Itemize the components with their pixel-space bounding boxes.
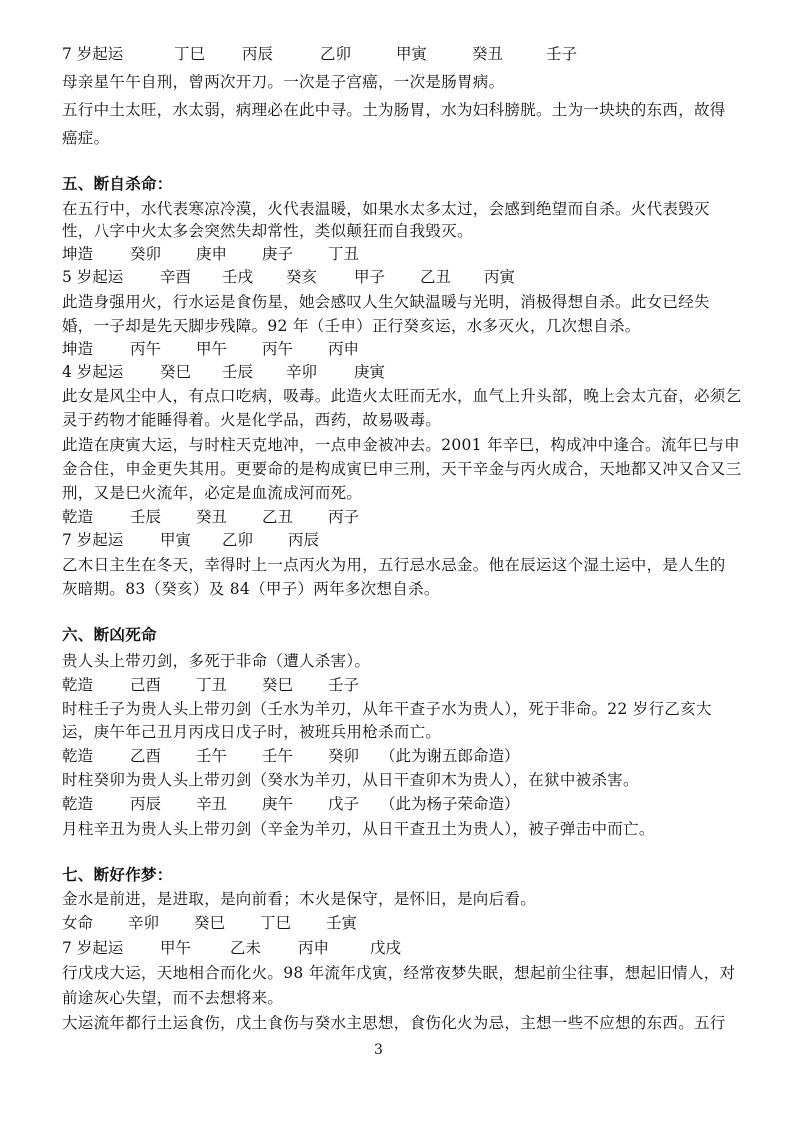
chart-cell: 乙卯 xyxy=(320,45,352,63)
chart-cell: 乾造 xyxy=(62,747,94,765)
chart-cell: 丙辰 xyxy=(130,795,162,813)
paragraph-line: 此造在庚寅大运，与时柱天克地冲，一点申金被冲去。2001 年辛巳，构成冲中逢合。流年巳与申 xyxy=(62,436,740,454)
paragraph-line: 母亲星午午自刑，曾两次开刀。一次是子宫癌，一次是肠胃病。 xyxy=(62,73,505,91)
chart-cell: 壬辰 xyxy=(222,363,254,381)
section-heading: 六、断凶死命 xyxy=(62,625,157,644)
chart-cell: 壬子 xyxy=(328,676,360,694)
paragraph-line: 此造身强用火，行水运是食伤星，她会感叹人生欠缺温暖与光明，消极得想自杀。此女已经失 xyxy=(62,293,710,311)
chart-cell: 辛卯 xyxy=(286,363,318,381)
paragraph-line: 月柱辛丑为贵人头上带刃剑（辛金为羊刃，从日干查丑土为贵人），被子弹击中而亡。 xyxy=(62,820,655,838)
chart-cell: 丙申 xyxy=(328,340,360,358)
chart-cell: 丙子 xyxy=(328,508,360,526)
paragraph-line: 此女是风尘中人，有点口吃病，吸毒。此造火太旺而无水，血气上升头部，晚上会太亢奋，必须乞 xyxy=(62,387,742,405)
chart-cell: 庚子 xyxy=(262,245,294,263)
chart-cell: 壬戌 xyxy=(222,268,254,286)
chart-cell: 丙辰 xyxy=(242,45,274,63)
chart-cell: 癸巳 xyxy=(262,676,294,694)
paragraph-line: 婚，一子却是先天脚步残障。92 年（壬申）正行癸亥运，水多灭火，几次想自杀。 xyxy=(62,317,641,335)
chart-cell: 癸巳 xyxy=(160,363,192,381)
paragraph-line: 大运流年都行土运食伤，戊土食伤与癸水主思想，食伤化火为忌，主想一些不应想的东西。五行 xyxy=(62,1014,726,1032)
chart-cell: 丁丑 xyxy=(328,245,360,263)
chart-cell: 丙辰 xyxy=(288,531,320,549)
paragraph-line: 金合住，申金更失其用。更要命的是构成寅巳申三刑，天干辛金与丙火成合，天地都又冲又合又三 xyxy=(62,460,742,478)
chart-cell: 丙午 xyxy=(130,340,162,358)
chart-cell: 丙午 xyxy=(262,340,294,358)
chart-cell: 辛丑 xyxy=(196,795,228,813)
chart-note: （此为谢五郎命造） xyxy=(380,747,520,765)
chart-cell: 辛酉 xyxy=(160,268,192,286)
chart-cell: 乙丑 xyxy=(262,508,294,526)
paragraph-line: 在五行中，水代表寒凉冷漠，火代表温暖，如果水太多太过，会感到绝望而自杀。火代表毁灭 xyxy=(62,200,710,218)
chart-cell: 丁丑 xyxy=(196,676,228,694)
chart-cell: 甲寅 xyxy=(396,45,428,63)
chart-cell: 己酉 xyxy=(130,676,162,694)
chart-cell: 壬午 xyxy=(196,747,228,765)
paragraph-line: 时柱癸卯为贵人头上带刃剑（癸水为羊刃，从日干查卯木为贵人），在狱中被杀害。 xyxy=(62,771,639,789)
page-number: 3 xyxy=(374,1042,383,1058)
chart-cell: 癸卯 xyxy=(130,245,162,263)
chart-cell: 庚午 xyxy=(262,795,294,813)
chart-cell: 癸巳 xyxy=(194,914,226,932)
paragraph-line: 行戊戌大运，天地相合而化火。98 年流年戊寅，经常夜梦失眠，想起前尘往事，想起旧情人，对 xyxy=(62,964,736,982)
chart-cell: 壬寅 xyxy=(326,914,358,932)
paragraph-line: 贵人头上带刃剑，多死于非命（遭人杀害）。 xyxy=(62,652,371,670)
chart-cell: 乙丑 xyxy=(420,268,452,286)
chart-cell: 7 岁起运 xyxy=(62,45,124,63)
paragraph-line: 时柱壬子为贵人头上带刃剑（壬水为羊刃，从年干查子水为贵人），死于非命。22 岁行乙亥大 xyxy=(62,700,712,718)
chart-cell: 5 岁起运 xyxy=(62,268,124,286)
chart-cell: 7 岁起运 xyxy=(62,531,124,549)
chart-cell: 乙未 xyxy=(230,939,262,957)
chart-cell: 甲寅 xyxy=(160,531,192,549)
paragraph-line: 乙木日主生在冬天，幸得时上一点丙火为用，五行忌水忌金。他在辰运这个湿土运中，是人生的 xyxy=(62,556,726,574)
section-heading: 五、断自杀命： xyxy=(62,174,173,193)
chart-cell: 壬子 xyxy=(546,45,578,63)
paragraph-line: 癌症。 xyxy=(62,129,110,147)
paragraph-line: 前途灰心失望，而不去想将来。 xyxy=(62,989,284,1007)
chart-cell: 7 岁起运 xyxy=(62,939,124,957)
paragraph-line: 灰暗期。83（癸亥）及 84（甲子）两年多次想自杀。 xyxy=(62,580,440,598)
paragraph-line: 性，八字中火太多会突然失却常性，类似颠狂而自我毁灭。 xyxy=(62,222,473,240)
chart-cell: 甲午 xyxy=(160,939,192,957)
chart-cell: 丙寅 xyxy=(484,268,516,286)
paragraph-line: 运，庚午年己丑月丙戌日戊子时，被班兵用枪杀而亡。 xyxy=(62,723,442,741)
chart-cell: 丁巳 xyxy=(260,914,292,932)
section-heading: 七、断好作梦： xyxy=(62,865,173,884)
chart-cell: 戊戌 xyxy=(370,939,402,957)
chart-cell: 癸丑 xyxy=(196,508,228,526)
chart-cell: 4 岁起运 xyxy=(62,363,124,381)
chart-cell: 壬辰 xyxy=(130,508,162,526)
paragraph-line: 金水是前进，是进取，是向前看；木火是保守，是怀旧，是向后看。 xyxy=(62,890,537,908)
chart-cell: 癸卯 xyxy=(328,747,360,765)
chart-cell: 甲午 xyxy=(196,340,228,358)
chart-cell: 癸亥 xyxy=(286,268,318,286)
chart-cell: 乾造 xyxy=(62,676,94,694)
chart-cell: 女命 xyxy=(62,914,94,932)
chart-cell: 壬午 xyxy=(262,747,294,765)
chart-cell: 庚寅 xyxy=(354,363,386,381)
paragraph-line: 刑，又是巳火流年，必定是血流成河而死。 xyxy=(62,484,363,502)
chart-cell: 乙卯 xyxy=(222,531,254,549)
paragraph-line: 灵于药物才能睡得着。火是化学品，西药，故易吸毒。 xyxy=(62,411,442,429)
chart-note: （此为杨子荣命造） xyxy=(380,795,520,813)
chart-cell: 庚申 xyxy=(196,245,228,263)
chart-cell: 甲子 xyxy=(354,268,386,286)
chart-cell: 乙酉 xyxy=(130,747,162,765)
chart-cell: 乾造 xyxy=(62,795,94,813)
paragraph-line: 五行中土太旺，水太弱，病理必在此中寻。土为肠胃，水为妇科膀胱。土为一块块的东西，故得 xyxy=(62,101,726,119)
chart-cell: 乾造 xyxy=(62,508,94,526)
chart-cell: 坤造 xyxy=(62,340,94,358)
chart-cell: 戊子 xyxy=(328,795,360,813)
chart-cell: 辛卯 xyxy=(128,914,160,932)
chart-cell: 坤造 xyxy=(62,245,94,263)
chart-cell: 丁巳 xyxy=(174,45,206,63)
chart-cell: 丙申 xyxy=(298,939,330,957)
chart-cell: 癸丑 xyxy=(472,45,504,63)
